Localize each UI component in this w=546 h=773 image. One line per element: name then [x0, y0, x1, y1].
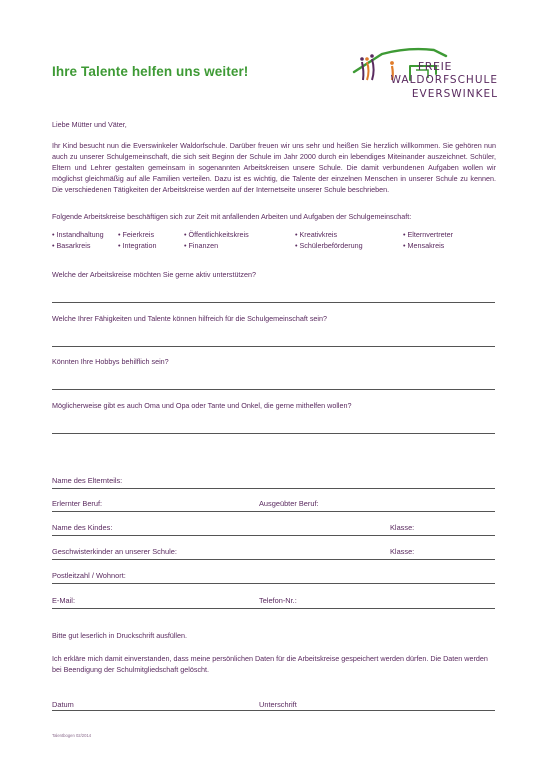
- circle-item: • Basarkreis: [52, 241, 91, 250]
- email-label: E-Mail:: [52, 596, 75, 605]
- intro-paragraph: Ihr Kind besucht nun die Everswinkeler Waldorfschule. Darüber freuen wir uns sehr und heißen Sie herzlich willkommen. Sie gehören nun auch zu unserer Schulgemeinschaft, die sich seit Beginn der Schule im Jahr 2000 durch ein lebendiges Miteinander auszeichnet. Schüler, Eltern und Lehrer gestalten gemeinsam in sogenannten Arbeitskreisen unsere Schule. Die damit verbundenen Aufgaben wollen wir möglichst gleichmäßig auf alle Familien verteilen. Dazu ist es wichtig, die Talente der einzelnen Menschen in unserer Schule zu kennen. Die verschiedenen Tätigkeiten der Arbeitskreise werden auf der Internetseite unserer Schule beschrieben.: [52, 141, 496, 194]
- answer-line-4[interactable]: [52, 433, 495, 434]
- phone-label: Telefon-Nr.:: [259, 596, 297, 605]
- answer-line-3[interactable]: [52, 389, 495, 390]
- siblings-class-label: Klasse:: [390, 547, 415, 556]
- circles-intro: Folgende Arbeitskreise beschäftigen sich zur Zeit mit anfallenden Arbeiten und Aufgaben der Schulgemeinschaft:: [52, 212, 412, 221]
- logo-text-line3: EVERSWINKEL: [411, 88, 498, 100]
- circle-item: • Integration: [118, 241, 157, 250]
- question-3: Könnten Ihre Hobbys behilflich sein?: [52, 357, 169, 366]
- date-label: Datum: [52, 700, 74, 709]
- footer-text: Talentbogen 02/2014: [52, 733, 92, 738]
- current-profession-label: Ausgeübter Beruf:: [259, 499, 319, 508]
- logo-text-line2: WALDORFSCHULE: [390, 74, 498, 86]
- profession-field[interactable]: [52, 511, 495, 512]
- circles-list: [52, 229, 502, 251]
- question-4: Möglicherweise gibt es auch Oma und Opa oder Tante und Onkel, die gerne mithelfen wollen?: [52, 401, 352, 410]
- logo-text-line1: FREIE: [417, 60, 452, 73]
- page-title: Ihre Talente helfen uns weiter!: [52, 64, 249, 79]
- email-phone-field[interactable]: [52, 608, 495, 609]
- circles-row: [52, 229, 502, 240]
- siblings-field[interactable]: [52, 559, 495, 560]
- postcode-city-label: Postleitzahl / Wohnort:: [52, 571, 126, 580]
- parent-name-label: Name des Elternteils:: [52, 476, 123, 485]
- consent-text: Ich erkläre mich damit einverstanden, dass meine persönlichen Daten für die Arbeitskreise gespeichert werden dürfen. Die Daten werden bei Beendigung der Schulmitgliedschaft gelöscht.: [52, 654, 488, 674]
- learned-profession-label: Erlernter Beruf:: [52, 499, 103, 508]
- signature-label: Unterschrift: [259, 700, 297, 709]
- print-note: Bitte gut leserlich in Druckschrift ausfüllen.: [52, 631, 188, 640]
- greeting: Liebe Mütter und Väter,: [52, 120, 127, 129]
- school-logo: [338, 44, 498, 112]
- child-name-field[interactable]: [52, 535, 495, 536]
- answer-line-1[interactable]: [52, 302, 495, 303]
- answer-line-2[interactable]: [52, 346, 495, 347]
- signature-line[interactable]: [52, 710, 495, 711]
- parent-name-field[interactable]: [52, 488, 495, 489]
- circles-row: [52, 240, 502, 251]
- circle-item: • Feierkreis: [118, 230, 155, 239]
- circle-item: • Öffentlichkeitskreis: [184, 230, 249, 239]
- child-name-label: Name des Kindes:: [52, 523, 113, 532]
- circle-item: • Instandhaltung: [52, 230, 104, 239]
- circle-item: • Mensakreis: [403, 241, 445, 250]
- circle-item: • Finanzen: [184, 241, 219, 250]
- circle-item: • Elternvertreter: [403, 230, 454, 239]
- circle-item: • Kreativkreis: [295, 230, 338, 239]
- question-1: Welche der Arbeitskreise möchten Sie gerne aktiv unterstützen?: [52, 270, 257, 279]
- siblings-label: Geschwisterkinder an unserer Schule:: [52, 547, 177, 556]
- question-2: Welche Ihrer Fähigkeiten und Talente können hilfreich für die Schulgemeinschaft sein?: [52, 314, 328, 323]
- circle-item: • Schülerbeförderung: [295, 241, 363, 250]
- child-class-label: Klasse:: [390, 523, 415, 532]
- postcode-city-field[interactable]: [52, 583, 495, 584]
